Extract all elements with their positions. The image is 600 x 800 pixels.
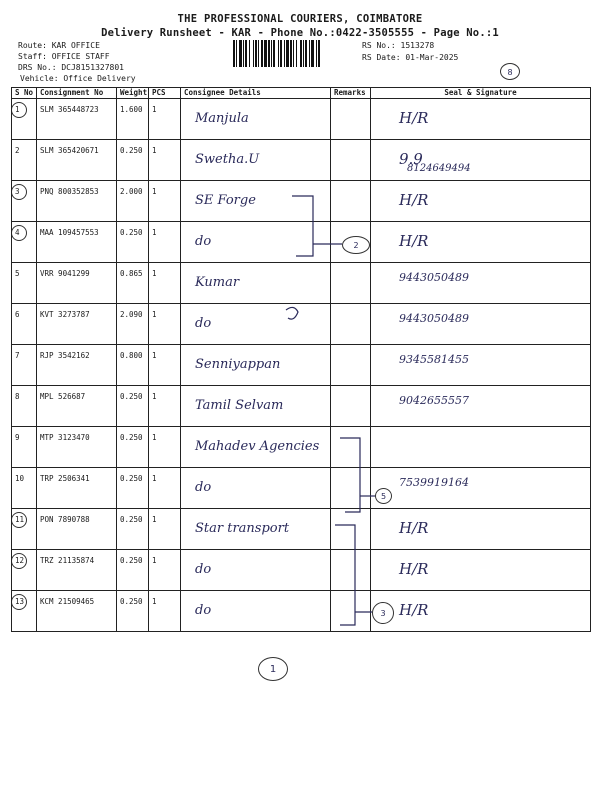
row-sno [12,427,37,468]
row-consignment: KCM 21509465 [37,591,117,632]
row-signature [371,550,591,591]
barcode-bar [318,40,320,67]
table-row [12,99,591,140]
row-weight: 0.250 [117,386,149,427]
row-consignee [181,509,331,550]
table-row [12,591,591,632]
barcode-bar [268,40,270,67]
signature-handwriting: 9443050489 [399,271,469,284]
vehicle-label: Vehicle: Office Delivery [20,74,136,83]
barcode-bar [316,40,317,67]
row-weight: 0.800 [117,345,149,386]
row-sno [12,140,37,181]
row-sno-text: 3 [15,187,20,196]
row-sno-text: 5 [15,269,20,278]
consignee-handwriting: do [195,603,212,618]
row-weight: 0.250 [117,468,149,509]
barcode-bar [253,40,254,67]
row-remarks [331,181,371,222]
row-weight: 2.000 [117,181,149,222]
table-row [12,222,591,263]
row-weight: 0.250 [117,550,149,591]
consignee-handwriting: do [195,562,212,577]
signature-handwriting: H/R [399,191,429,209]
row-consignment: MAA 109457553 [37,222,117,263]
row-sno [12,550,37,591]
consignee-handwriting: do [195,480,212,495]
barcode-bar [305,40,307,67]
runsheet-table [11,87,591,632]
col-pcs: PCS [149,88,181,99]
row-sno-text: 12 [15,556,25,565]
barcode-bar [249,40,250,67]
row-sno [12,591,37,632]
row-signature [371,99,591,140]
barcode-image [232,40,356,67]
sno-circle-mark [12,553,28,569]
row-sno [12,386,37,427]
row-consignment: TRZ 21135874 [37,550,117,591]
row-pcs: 1 [149,386,181,427]
row-pcs: 1 [149,427,181,468]
row-sno [12,304,37,345]
signature-handwriting: H/R [399,601,429,619]
row-sno-text: 9 [15,433,20,442]
row-consignment: MPL 526687 [37,386,117,427]
row-remarks [331,427,371,468]
col-seal: Seal & Signature [371,88,591,99]
row-consignee [181,99,331,140]
barcode-bar [239,40,242,67]
consignee-handwriting: Mahadev Agencies [195,439,320,454]
table-row [12,550,591,591]
consignee-handwriting: do [195,234,212,249]
barcode-bar [311,40,314,67]
row-pcs: 1 [149,222,181,263]
row-pcs: 1 [149,263,181,304]
barcode-bar [258,40,259,67]
row-consignment: PNQ 800352853 [37,181,117,222]
barcode-bar [233,40,235,67]
barcode-bar [293,40,294,67]
consignee-handwriting: Tamil Selvam [195,398,284,413]
col-consignee: Consignee Details [181,88,331,99]
row-sno [12,222,37,263]
route-label: Route: KAR OFFICE [18,41,100,50]
signature-handwriting: 9443050489 [399,312,469,325]
row-remarks [331,386,371,427]
row-weight: 2.090 [117,304,149,345]
row-signature [371,263,591,304]
row-signature [371,427,591,468]
row-signature [371,304,591,345]
table-header-row [12,88,591,99]
rs-number: RS No.: 1513278 [362,41,435,50]
barcode-bar [255,40,257,67]
row-consignee [181,263,331,304]
row-sno [12,263,37,304]
row-consignment: PON 7890788 [37,509,117,550]
table-row [12,345,591,386]
row-consignee [181,304,331,345]
row-pcs: 1 [149,550,181,591]
sno-circle-mark [12,225,28,241]
barcode-bar [243,40,244,67]
table-row [12,181,591,222]
row-consignee [181,222,331,263]
row-consignment: TRP 2506341 [37,468,117,509]
row-consignment: KVT 3273787 [37,304,117,345]
row-sno-text: 2 [15,146,20,155]
group-count-2: 5 [375,488,392,504]
row-consignee [181,140,331,181]
table-row [12,427,591,468]
row-remarks [331,304,371,345]
row-weight: 0.250 [117,591,149,632]
signature-handwriting: H/R [399,232,429,250]
table-row [12,304,591,345]
consignee-handwriting: Senniyappan [195,357,281,372]
row-consignee [181,468,331,509]
row-sno [12,509,37,550]
barcode-bar [303,40,304,67]
consignee-handwriting: Kumar [195,275,240,290]
consignee-handwriting: Manjula [195,111,249,126]
table-row [12,140,591,181]
row-consignee [181,345,331,386]
row-sno-text: 13 [15,597,25,606]
barcode-bar [245,40,247,67]
signature-handwriting: 9345581455 [399,353,469,366]
signature-handwriting: H/R [399,109,429,127]
row-signature [371,386,591,427]
row-pcs: 1 [149,591,181,632]
row-remarks [331,140,371,181]
sno-circle-mark [12,594,28,610]
bottom-total-circle: 1 [258,657,288,681]
row-sno-text: 7 [15,351,20,360]
row-signature [371,181,591,222]
row-sno-text: 1 [15,105,20,114]
group-count-1: 2 [342,236,370,254]
row-sno-text: 4 [15,228,20,237]
signature-handwriting: 9.9 [399,150,423,168]
barcode-bar [286,40,289,67]
barcode-bar [290,40,292,67]
row-weight: 0.250 [117,222,149,263]
row-signature [371,345,591,386]
barcode-bar [278,40,279,67]
row-remarks [331,263,371,304]
row-consignment: SLM 365448723 [37,99,117,140]
row-consignee [181,427,331,468]
barcode-bar [261,40,263,67]
row-weight: 0.865 [117,263,149,304]
row-pcs: 1 [149,99,181,140]
consignee-handwriting: Star transport [195,521,290,536]
row-sno [12,181,37,222]
row-pcs: 1 [149,468,181,509]
row-remarks [331,550,371,591]
barcode-bar [236,40,237,67]
signature-phone: 8124649494 [407,163,471,174]
signature-handwriting: H/R [399,560,429,578]
signature-handwriting: 9042655557 [399,394,469,407]
staff-label: Staff: OFFICE STAFF [18,52,110,61]
col-weight: Weight [117,88,149,99]
consignee-handwriting: Swetha.U [195,152,260,167]
row-pcs: 1 [149,181,181,222]
row-sno-text: 10 [15,474,25,483]
row-remarks [331,99,371,140]
row-sno-text: 11 [15,515,25,524]
table-row [12,386,591,427]
row-pcs: 1 [149,509,181,550]
col-sno: S No [12,88,37,99]
barcode-bar [264,40,267,67]
barcode-bar [280,40,282,67]
rs-date: RS Date: 01-Mar-2025 [362,53,459,62]
signature-handwriting: 7539919164 [399,476,469,489]
row-signature [371,222,591,263]
row-remarks [331,509,371,550]
row-consignment: VRR 9041299 [37,263,117,304]
row-signature [371,140,591,181]
row-weight: 0.250 [117,427,149,468]
row-sno [12,468,37,509]
row-consignee [181,181,331,222]
table-row [12,468,591,509]
row-signature [371,509,591,550]
row-consignee [181,591,331,632]
sno-circle-mark [12,512,28,528]
row-weight: 0.250 [117,509,149,550]
signature-handwriting: H/R [399,519,429,537]
row-consignment: RJP 3542162 [37,345,117,386]
row-remarks [331,591,371,632]
barcode-bar [284,40,285,67]
group-count-3: 3 [372,602,394,624]
row-consignee [181,386,331,427]
row-consignment: SLM 365420671 [37,140,117,181]
row-pcs: 1 [149,304,181,345]
barcode-bar [300,40,302,67]
sno-circle-mark [12,184,28,200]
row-pcs: 1 [149,345,181,386]
col-remarks: Remarks [331,88,371,99]
consignee-handwriting: do [195,316,212,331]
table-row [12,509,591,550]
drs-number: DRS No.: DCJ8151327801 [18,63,124,72]
row-pcs: 1 [149,140,181,181]
row-signature [371,591,591,632]
barcode-bar [309,40,310,67]
company-title: THE PROFESSIONAL COURIERS, COIMBATORE [177,13,423,25]
row-consignment: MTP 3123470 [37,427,117,468]
row-sno [12,345,37,386]
row-weight: 1.600 [117,99,149,140]
total-count-circle: 8 [500,63,520,80]
col-consignment: Consignment No [37,88,117,99]
row-remarks [331,468,371,509]
row-signature [371,468,591,509]
barcode-bar [273,40,275,67]
row-consignee [181,550,331,591]
barcode-bar [271,40,272,67]
row-sno [12,99,37,140]
row-sno-text: 8 [15,392,20,401]
barcode-bar [296,40,297,67]
sno-circle-mark [12,102,28,118]
consignee-handwriting: SE Forge [195,193,256,208]
row-remarks [331,345,371,386]
runsheet-subtitle: Delivery Runsheet - KAR - Phone No.:0422-3505555 - Page No.:1 [101,27,499,39]
table-row [12,263,591,304]
row-sno-text: 6 [15,310,20,319]
row-weight: 0.250 [117,140,149,181]
